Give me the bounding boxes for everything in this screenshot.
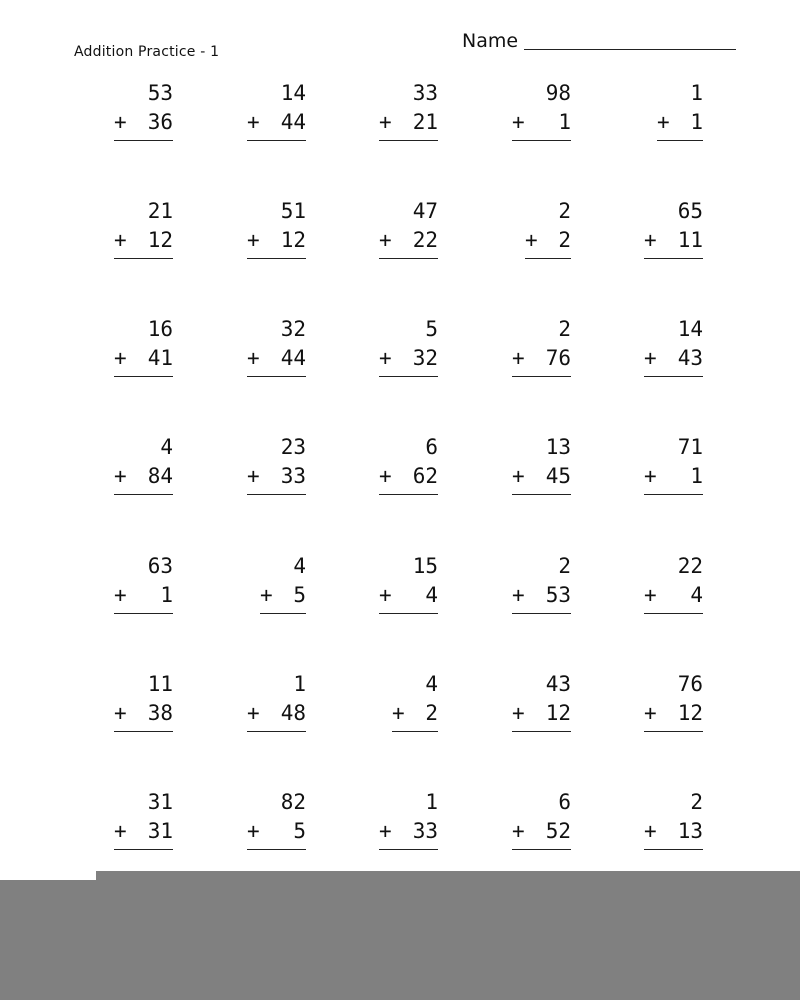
addition-problem bbox=[644, 552, 703, 614]
problem-bottom-addend: 48 bbox=[280, 701, 306, 725]
problem-bottom-addend: 5 bbox=[293, 583, 306, 607]
plus-operator: + bbox=[247, 346, 260, 370]
problem-bottom-addend: 4 bbox=[425, 583, 438, 607]
worksheet-title: Addition Practice - 1 bbox=[74, 44, 220, 60]
problem-bottom-addend: 52 bbox=[545, 819, 571, 843]
addition-problem bbox=[512, 552, 571, 614]
problem-top-addend: 6 bbox=[558, 790, 571, 814]
problem-top-addend: 11 bbox=[147, 672, 173, 696]
problem-top-addend: 1 bbox=[425, 790, 438, 814]
plus-operator: + bbox=[247, 464, 260, 488]
plus-operator: + bbox=[525, 228, 538, 252]
problem-bottom-row bbox=[379, 581, 438, 614]
addition-problem bbox=[114, 315, 173, 377]
problem-top-addend: 53 bbox=[147, 81, 173, 105]
problem-top-addend: 51 bbox=[280, 199, 306, 223]
problem-bottom-addend: 45 bbox=[545, 464, 571, 488]
problem-bottom-addend: 1 bbox=[558, 110, 571, 134]
addition-problem bbox=[392, 670, 438, 732]
plus-operator: + bbox=[379, 110, 392, 134]
problem-bottom-addend: 62 bbox=[412, 464, 438, 488]
problem-bottom-row bbox=[512, 699, 571, 732]
problem-top-addend: 2 bbox=[558, 317, 571, 341]
problem-top-addend: 14 bbox=[280, 81, 306, 105]
addition-problem bbox=[379, 552, 438, 614]
problem-bottom-row bbox=[512, 581, 571, 614]
problem-top-addend: 76 bbox=[677, 672, 703, 696]
problem-top-addend: 1 bbox=[690, 81, 703, 105]
plus-operator: + bbox=[379, 346, 392, 370]
problem-top-addend: 65 bbox=[677, 199, 703, 223]
plus-operator: + bbox=[644, 228, 657, 252]
plus-operator: + bbox=[644, 464, 657, 488]
problem-bottom-row bbox=[114, 699, 173, 732]
plus-operator: + bbox=[392, 701, 405, 725]
plus-operator: + bbox=[114, 583, 127, 607]
addition-problem bbox=[247, 433, 306, 495]
addition-problem bbox=[379, 79, 438, 141]
name-blank-line[interactable] bbox=[524, 49, 736, 50]
plus-operator: + bbox=[644, 819, 657, 843]
plus-operator: + bbox=[512, 110, 525, 134]
problem-top-addend: 33 bbox=[412, 81, 438, 105]
problem-bottom-addend: 76 bbox=[545, 346, 571, 370]
problem-bottom-addend: 1 bbox=[160, 583, 173, 607]
addition-problem bbox=[379, 315, 438, 377]
problem-bottom-addend: 21 bbox=[412, 110, 438, 134]
plus-operator: + bbox=[247, 701, 260, 725]
addition-problem bbox=[114, 788, 173, 850]
problem-top-addend: 16 bbox=[147, 317, 173, 341]
problem-bottom-row bbox=[512, 462, 571, 495]
addition-problem bbox=[657, 79, 703, 141]
problem-bottom-row bbox=[512, 108, 571, 141]
addition-problem bbox=[512, 79, 571, 141]
addition-problem bbox=[379, 433, 438, 495]
addition-problem bbox=[247, 79, 306, 141]
problem-top-addend: 71 bbox=[677, 435, 703, 459]
problem-bottom-row bbox=[379, 108, 438, 141]
problem-top-addend: 15 bbox=[412, 554, 438, 578]
plus-operator: + bbox=[512, 346, 525, 370]
problem-top-addend: 82 bbox=[280, 790, 306, 814]
addition-problem bbox=[247, 788, 306, 850]
plus-operator: + bbox=[644, 583, 657, 607]
addition-problem bbox=[114, 197, 173, 259]
plus-operator: + bbox=[512, 701, 525, 725]
plus-operator: + bbox=[260, 583, 273, 607]
name-label: Name bbox=[462, 30, 519, 52]
plus-operator: + bbox=[114, 346, 127, 370]
problem-bottom-row bbox=[379, 344, 438, 377]
plus-operator: + bbox=[644, 701, 657, 725]
problem-bottom-row bbox=[644, 817, 703, 850]
problem-bottom-addend: 4 bbox=[690, 583, 703, 607]
problem-bottom-row bbox=[114, 581, 173, 614]
problem-bottom-addend: 44 bbox=[280, 346, 306, 370]
problem-bottom-addend: 13 bbox=[677, 819, 703, 843]
addition-problem bbox=[644, 788, 703, 850]
addition-problem bbox=[114, 552, 173, 614]
problem-bottom-row bbox=[114, 108, 173, 141]
plus-operator: + bbox=[644, 346, 657, 370]
problem-top-addend: 63 bbox=[147, 554, 173, 578]
problem-bottom-addend: 38 bbox=[147, 701, 173, 725]
problem-top-addend: 4 bbox=[160, 435, 173, 459]
addition-problem bbox=[247, 670, 306, 732]
problem-bottom-addend: 22 bbox=[412, 228, 438, 252]
problem-bottom-addend: 44 bbox=[280, 110, 306, 134]
problem-bottom-addend: 84 bbox=[147, 464, 173, 488]
problem-bottom-addend: 31 bbox=[147, 819, 173, 843]
problem-bottom-row bbox=[247, 462, 306, 495]
problem-bottom-row bbox=[247, 108, 306, 141]
problem-top-addend: 1 bbox=[293, 672, 306, 696]
plus-operator: + bbox=[657, 110, 670, 134]
plus-operator: + bbox=[114, 464, 127, 488]
addition-problem bbox=[512, 433, 571, 495]
problem-bottom-row bbox=[247, 817, 306, 850]
problem-top-addend: 4 bbox=[425, 672, 438, 696]
problem-top-addend: 13 bbox=[545, 435, 571, 459]
problem-bottom-row bbox=[644, 226, 703, 259]
plus-operator: + bbox=[379, 464, 392, 488]
problem-bottom-addend: 33 bbox=[280, 464, 306, 488]
problem-bottom-row bbox=[247, 699, 306, 732]
problem-top-addend: 14 bbox=[677, 317, 703, 341]
problem-bottom-addend: 11 bbox=[677, 228, 703, 252]
problem-bottom-row bbox=[247, 226, 306, 259]
plus-operator: + bbox=[114, 819, 127, 843]
plus-operator: + bbox=[114, 228, 127, 252]
addition-problem bbox=[644, 670, 703, 732]
addition-problem bbox=[114, 670, 173, 732]
problem-bottom-row bbox=[644, 344, 703, 377]
plus-operator: + bbox=[379, 819, 392, 843]
problem-top-addend: 22 bbox=[677, 554, 703, 578]
problem-bottom-addend: 41 bbox=[147, 346, 173, 370]
addition-problem bbox=[379, 788, 438, 850]
plus-operator: + bbox=[512, 464, 525, 488]
problem-bottom-addend: 12 bbox=[545, 701, 571, 725]
addition-problem bbox=[512, 315, 571, 377]
problem-bottom-addend: 2 bbox=[425, 701, 438, 725]
addition-problem bbox=[525, 197, 571, 259]
problem-bottom-row bbox=[644, 699, 703, 732]
problem-top-addend: 4 bbox=[293, 554, 306, 578]
addition-problem bbox=[247, 315, 306, 377]
addition-problem bbox=[260, 552, 306, 614]
problem-top-addend: 47 bbox=[412, 199, 438, 223]
addition-problem bbox=[114, 79, 173, 141]
problem-bottom-row bbox=[644, 581, 703, 614]
addition-problem bbox=[247, 197, 306, 259]
problem-bottom-row bbox=[379, 817, 438, 850]
addition-problem bbox=[512, 788, 571, 850]
problem-top-addend: 2 bbox=[558, 554, 571, 578]
problem-bottom-row bbox=[512, 344, 571, 377]
problem-bottom-row bbox=[114, 344, 173, 377]
problem-top-addend: 98 bbox=[545, 81, 571, 105]
problem-bottom-row bbox=[657, 108, 703, 141]
problem-top-addend: 43 bbox=[545, 672, 571, 696]
problem-bottom-addend: 36 bbox=[147, 110, 173, 134]
plus-operator: + bbox=[247, 110, 260, 134]
footer-band bbox=[0, 880, 800, 1000]
addition-problem bbox=[644, 433, 703, 495]
problem-top-addend: 23 bbox=[280, 435, 306, 459]
plus-operator: + bbox=[512, 583, 525, 607]
plus-operator: + bbox=[379, 228, 392, 252]
problem-bottom-addend: 53 bbox=[545, 583, 571, 607]
problem-top-addend: 5 bbox=[425, 317, 438, 341]
problem-bottom-row bbox=[392, 699, 438, 732]
problem-bottom-row bbox=[525, 226, 571, 259]
plus-operator: + bbox=[114, 701, 127, 725]
problem-bottom-addend: 5 bbox=[293, 819, 306, 843]
addition-problem bbox=[114, 433, 173, 495]
problem-top-addend: 6 bbox=[425, 435, 438, 459]
addition-problem bbox=[644, 315, 703, 377]
problem-top-addend: 21 bbox=[147, 199, 173, 223]
problem-bottom-row bbox=[114, 462, 173, 495]
problem-bottom-addend: 2 bbox=[558, 228, 571, 252]
plus-operator: + bbox=[379, 583, 392, 607]
plus-operator: + bbox=[512, 819, 525, 843]
problem-bottom-addend: 12 bbox=[280, 228, 306, 252]
plus-operator: + bbox=[247, 819, 260, 843]
problem-bottom-addend: 12 bbox=[147, 228, 173, 252]
problem-top-addend: 32 bbox=[280, 317, 306, 341]
problem-bottom-addend: 33 bbox=[412, 819, 438, 843]
problem-bottom-addend: 12 bbox=[677, 701, 703, 725]
addition-problem bbox=[512, 670, 571, 732]
problem-bottom-addend: 32 bbox=[412, 346, 438, 370]
problem-top-addend: 2 bbox=[558, 199, 571, 223]
problem-bottom-row bbox=[644, 462, 703, 495]
problem-top-addend: 2 bbox=[690, 790, 703, 814]
addition-problem bbox=[644, 197, 703, 259]
problem-bottom-addend: 1 bbox=[690, 110, 703, 134]
plus-operator: + bbox=[247, 228, 260, 252]
problem-bottom-row bbox=[512, 817, 571, 850]
problem-bottom-row bbox=[114, 817, 173, 850]
problem-bottom-row bbox=[114, 226, 173, 259]
problem-top-addend: 31 bbox=[147, 790, 173, 814]
problem-bottom-addend: 43 bbox=[677, 346, 703, 370]
problem-bottom-row bbox=[379, 226, 438, 259]
problem-bottom-row bbox=[247, 344, 306, 377]
problem-bottom-addend: 1 bbox=[690, 464, 703, 488]
addition-problem bbox=[379, 197, 438, 259]
plus-operator: + bbox=[114, 110, 127, 134]
problem-bottom-row bbox=[379, 462, 438, 495]
name-area bbox=[462, 30, 736, 52]
problem-bottom-row bbox=[260, 581, 306, 614]
